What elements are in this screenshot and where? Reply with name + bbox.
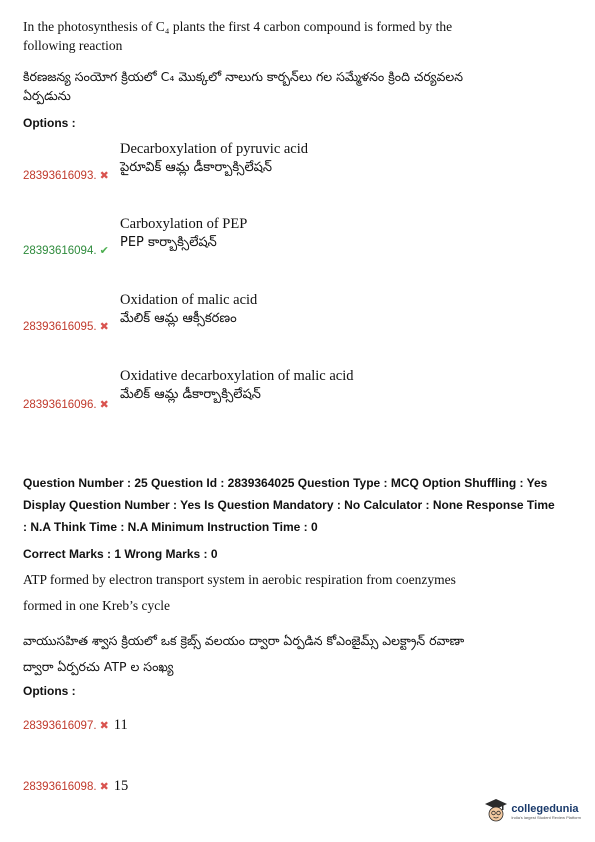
meta-line: Question Number : 25 Question Id : 2839364025 Question Type : MCQ Option Shuffling : Yes: [23, 476, 548, 490]
option-row[interactable]: [23, 777, 128, 795]
options-label: Options :: [23, 116, 76, 130]
option-text-en: Oxidation of malic acid: [120, 292, 258, 308]
wrong-icon: ✖: [99, 398, 109, 411]
option-text-te: మేలిక్ ఆమ్ల ఆక్సీకరణం: [120, 311, 237, 326]
option-text-en: Decarboxylation of pyruvic acid: [120, 141, 309, 157]
meta-line: : N.A Think Time : N.A Minimum Instruction Time : 0: [23, 520, 318, 534]
option-row[interactable]: [23, 395, 109, 413]
option-row[interactable]: [23, 317, 109, 335]
option-id: 28393616094.: [23, 245, 97, 257]
option-row[interactable]: [23, 716, 128, 734]
question-line: In the photosynthesis of C₄ plants the first 4 carbon compound is formed by the: [23, 19, 453, 34]
option-value: 11: [113, 717, 128, 733]
logo-name: collegedunia: [511, 802, 579, 815]
question-text-en: [23, 567, 456, 619]
question-line: ద్వారా ఏర్పరచు ATP ల సంఖ్య: [23, 659, 174, 674]
option-id: 28393616097.: [23, 720, 97, 732]
question-meta: [23, 472, 583, 538]
question-line: ATP formed by electron transport system in aerobic respiration from coenzymes: [23, 572, 456, 587]
marks-info: Correct Marks : 1 Wrong Marks : 0: [23, 547, 218, 561]
option-row[interactable]: [23, 166, 109, 184]
option-row[interactable]: [23, 241, 109, 259]
option-id: 28393616093.: [23, 170, 97, 182]
option-text-en: Oxidative decarboxylation of malic acid: [120, 368, 354, 384]
question-line: formed in one Kreb’s cycle: [23, 598, 170, 613]
logo-tagline: India's largest Student Review Platform: [511, 814, 581, 820]
graduate-mascot-icon: [484, 798, 508, 824]
options-label: Options :: [23, 684, 76, 698]
wrong-icon: ✖: [99, 719, 109, 732]
question-text-te: [23, 628, 464, 680]
option-text-en: Carboxylation of PEP: [120, 216, 248, 232]
question-line: following reaction: [23, 38, 123, 53]
question-line: వాయుసహిత శ్వాస క్రియలో ఒక క్రెబ్స్ వలయం ద్వారా ఏర్పడిన కోఎంజైమ్స్ ఎలక్ట్రాన్ రవాణా: [23, 633, 465, 648]
option-text-te: మేలిక్ ఆమ్ల డీకార్బాక్సిలేషన్: [120, 387, 261, 402]
option-text-te: PEP కార్బాక్సిలేషన్: [120, 235, 217, 250]
option-id: 28393616095.: [23, 321, 97, 333]
option-value: 15: [113, 778, 129, 794]
meta-line: Display Question Number : Yes Is Question Mandatory : No Calculator : None Response Time: [23, 498, 555, 512]
wrong-icon: ✖: [99, 169, 109, 182]
question-line: ఏర్పడును: [23, 88, 71, 103]
question-text-te: [23, 67, 463, 105]
collegedunia-logo: [484, 798, 581, 824]
wrong-icon: ✖: [99, 780, 109, 793]
wrong-icon: ✖: [99, 320, 109, 333]
option-id: 28393616098.: [23, 781, 97, 793]
option-text-te: పైరూవిక్ ఆమ్ల డీకార్బాక్సిలేషన్: [120, 160, 273, 175]
question-line: కిరణజన్య సంయోగ క్రియలో C₄ మొక్కలో నాలుగు కార్బన్‌లు గల సమ్మేళనం క్రింది చర్యవలన: [23, 69, 464, 84]
question-text-en: [23, 17, 452, 55]
check-icon: ✔: [99, 244, 109, 257]
option-id: 28393616096.: [23, 399, 97, 411]
